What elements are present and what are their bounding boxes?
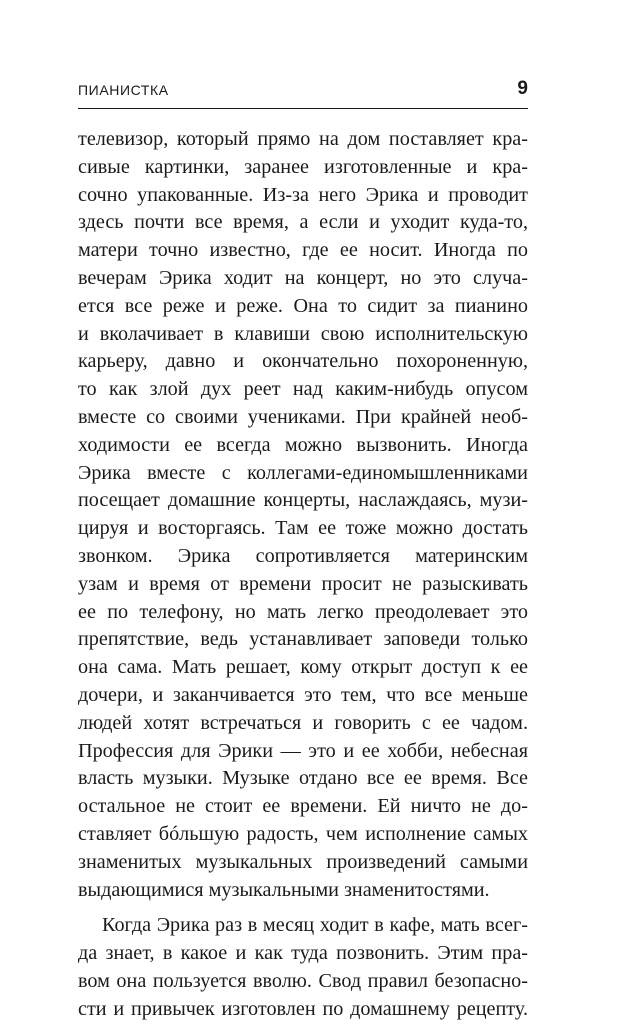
text-line: телевизор, который прямо на дом поставляет кра- <box>78 128 528 150</box>
text-line: да знает, в какое и как туда позвонить. Этим пра- <box>78 942 528 965</box>
text-line: и вколачивает в клавиши свою исполнительскую <box>78 322 528 345</box>
text-line: ется все реже и реже. Она то сидит за пианино <box>78 294 528 317</box>
body-text <box>78 126 528 1024</box>
text-line: здесь почти все время, а если и уходит куда-то, <box>78 211 528 234</box>
text-line: вместе со своими учениками. При крайней необ- <box>78 405 528 428</box>
text-line: матери точно известно, где ее носит. Иногда по <box>78 239 528 262</box>
text-line: цируя и восторгаясь. Там ее тоже можно достать <box>78 517 528 540</box>
text-line: карьеру, давно и окончательно похороненную, <box>78 350 528 373</box>
text-line: сочно упакованные. Из-за него Эрика и проводит <box>78 183 528 206</box>
text-line: Когда Эрика раз в месяц ходит в кафе, мать всег- <box>102 914 528 937</box>
paragraph-1 <box>78 126 528 904</box>
text-line: выдающимися музыкальными знаменитостями. <box>78 878 490 901</box>
running-title: ПИАНИСТКА <box>78 82 169 98</box>
running-head <box>78 78 528 102</box>
paragraph-gap <box>78 904 528 912</box>
text-line: остальное не стоит ее времени. Ей ничто не до- <box>78 795 528 818</box>
text-line: вом она пользуется вволю. Свод правил безопасно- <box>78 969 528 992</box>
text-line: ходимости ее всегда можно вызвонить. Иногда <box>78 433 528 456</box>
text-line: Эрика вместе с коллегами-единомышленниками <box>78 461 528 484</box>
text-line: сти и привычек изготовлен по домашнему рецепту. <box>78 997 528 1020</box>
text-line: вечерам Эрика ходит на концерт, но это случа- <box>78 266 528 289</box>
text-line: узам и время от времени просит не разыскивать <box>78 572 528 595</box>
text-line: она сама. Мать решает, кому открыт доступ к ее <box>78 656 528 679</box>
text-line: звонком. Эрика сопротивляется материнским <box>78 544 528 567</box>
text-line: ее по телефону, но мать легко преодолевает это <box>78 600 528 623</box>
text-line: сивые картинки, заранее изготовленные и кра- <box>78 155 528 178</box>
text-line: дочери, и заканчивается это тем, что все меньше <box>78 683 528 706</box>
text-line: Профессия для Эрики — это и ее хобби, небесная <box>78 739 528 762</box>
text-line: препятствие, ведь устанавливает заповеди только <box>78 628 528 651</box>
text-line: ставляет бóльшую радость, чем исполнение самых <box>78 822 528 845</box>
text-line: знаменитых музыкальных произведений самыми <box>78 850 528 873</box>
header-rule <box>78 108 528 109</box>
text-line: посещает домашние концерты, наслаждаясь, музи- <box>78 489 528 512</box>
page-number: 9 <box>517 78 528 99</box>
text-line: власть музыки. Музыке отдано все ее время. Все <box>78 767 528 790</box>
text-line: то как злой дух реет над каким-нибудь опусом <box>78 378 528 401</box>
paragraph-2 <box>78 912 528 1023</box>
text-line: людей хотят встречаться и говорить с ее чадом. <box>78 711 528 734</box>
